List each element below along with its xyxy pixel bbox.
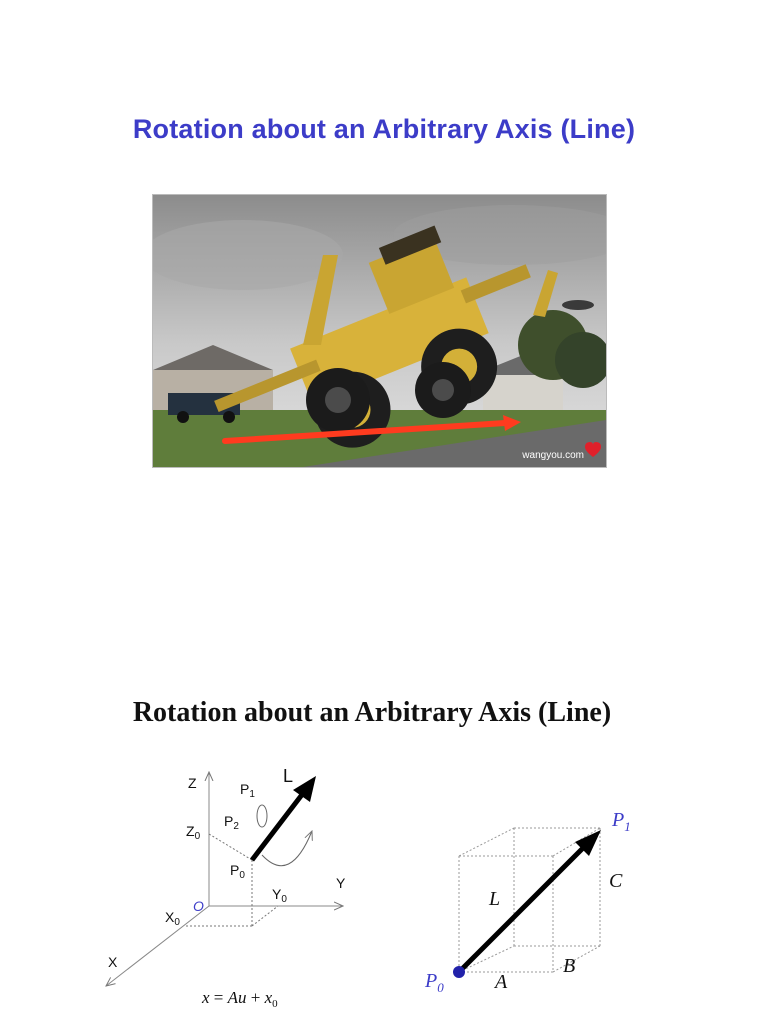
svg-text:X: X [108, 954, 118, 970]
svg-text:Y0: $Y_0$ [272, 886, 287, 905]
svg-text:Y: Y [336, 875, 346, 891]
svg-text:P0: $P_0$ [425, 970, 444, 995]
svg-text:Z: Z [188, 775, 197, 791]
point-p0-dot [453, 966, 465, 978]
rotation-axis-diagram [0, 750, 768, 1024]
slide1-title: Rotation about an Arbitrary Axis (Line) [132, 114, 636, 144]
vector-l-arrow [459, 846, 585, 972]
svg-text:C: C [609, 870, 623, 892]
photo-watermark: wangyou.com [522, 450, 584, 461]
svg-text:A: A [495, 971, 508, 993]
svg-text:P1: $P_1$ [612, 809, 631, 834]
svg-text:O: O [193, 898, 204, 914]
slide2-title: Rotation about an Arbitrary Axis (Line) [132, 697, 612, 728]
x-axis-line [106, 906, 209, 986]
svg-text:L: L [283, 766, 294, 786]
svg-text:Z0: $Z_0$ [186, 823, 201, 842]
svg-text:P2: $P_2$ [224, 813, 239, 832]
svg-text:L: L [489, 888, 501, 910]
svg-text:B: B [563, 955, 576, 977]
equation [201, 988, 278, 1010]
tilted-loader-photo [152, 194, 607, 468]
left-axis-diagram [106, 766, 346, 986]
svg-text:X0: $X_0$ [165, 909, 180, 928]
svg-text:P1: $P_1$ [240, 781, 255, 800]
svg-text:P0: $P_0$ [230, 862, 245, 881]
svg-text:x = Au + x0: $x = Au + x_0$ [202, 988, 278, 1010]
